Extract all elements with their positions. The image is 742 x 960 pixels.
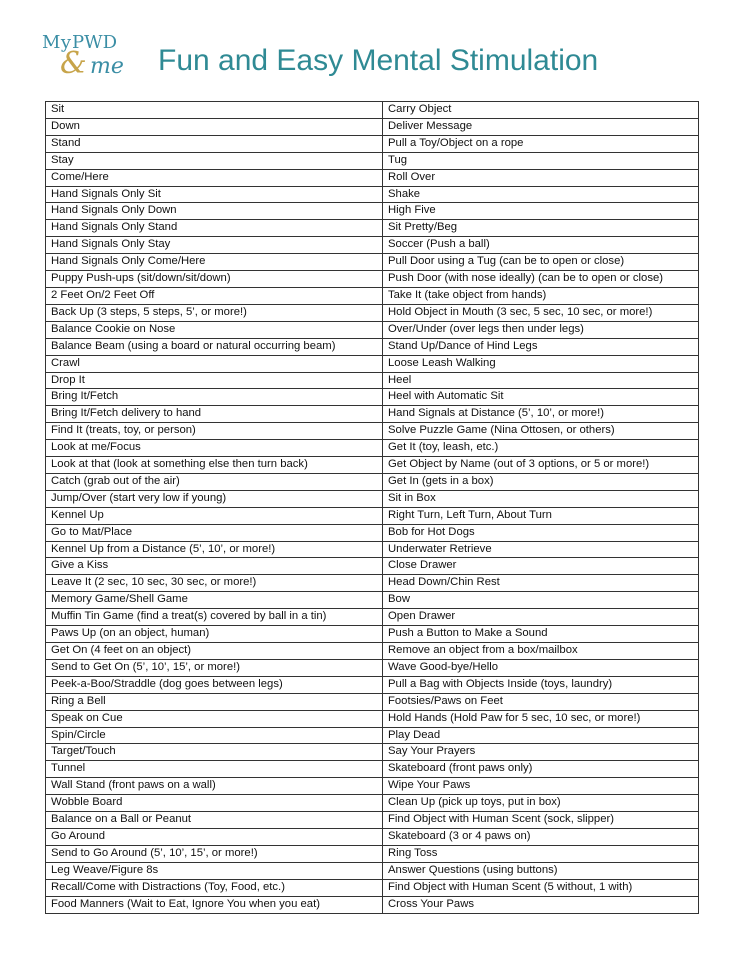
activity-cell-left: Send to Get On (5’, 10’, 15’, or more!) [46, 659, 383, 676]
activity-cell-right: Get It (toy, leash, etc.) [383, 440, 699, 457]
activity-cell-left: Peek-a-Boo/Straddle (dog goes between legs) [46, 676, 383, 693]
activity-cell-left: 2 Feet On/2 Feet Off [46, 287, 383, 304]
activity-cell-right: Play Dead [383, 727, 699, 744]
activity-cell-right: Deliver Message [383, 118, 699, 135]
activity-cell-right: Sit Pretty/Beg [383, 220, 699, 237]
table-row [46, 541, 699, 558]
activity-cell-left: Send to Go Around (5’, 10’, 15’, or more!) [46, 845, 383, 862]
activity-cell-right: Bob for Hot Dogs [383, 524, 699, 541]
table-row [46, 440, 699, 457]
activity-cell-right: Get Object by Name (out of 3 options, or 5 or more!) [383, 457, 699, 474]
table-row [46, 423, 699, 440]
table-row [46, 237, 699, 254]
activity-cell-left: Jump/Over (start very low if young) [46, 490, 383, 507]
activity-cell-left: Go Around [46, 828, 383, 845]
activity-cell-left: Food Manners (Wait to Eat, Ignore You when you eat) [46, 896, 383, 913]
activity-cell-right: Carry Object [383, 102, 699, 119]
activity-cell-right: Open Drawer [383, 609, 699, 626]
activity-cell-right: Footsies/Paws on Feet [383, 693, 699, 710]
activity-cell-right: Get In (gets in a box) [383, 473, 699, 490]
activity-cell-right: Close Drawer [383, 558, 699, 575]
table-row [46, 862, 699, 879]
activity-cell-right: Wipe Your Paws [383, 778, 699, 795]
activity-cell-left: Memory Game/Shell Game [46, 592, 383, 609]
activity-cell-left: Down [46, 118, 383, 135]
activity-cell-left: Sit [46, 102, 383, 119]
activity-cell-left: Puppy Push-ups (sit/down/sit/down) [46, 271, 383, 288]
activity-cell-left: Kennel Up from a Distance (5’, 10’, or more!) [46, 541, 383, 558]
table-row [46, 304, 699, 321]
table-row [46, 778, 699, 795]
activity-cell-right: Find Object with Human Scent (sock, slipper) [383, 812, 699, 829]
activity-cell-right: Skateboard (3 or 4 paws on) [383, 828, 699, 845]
table-row [46, 879, 699, 896]
table-row [46, 338, 699, 355]
table-row [46, 372, 699, 389]
activity-cell-left: Crawl [46, 355, 383, 372]
table-row [46, 355, 699, 372]
table-row [46, 473, 699, 490]
activity-cell-left: Stand [46, 135, 383, 152]
activity-cell-left: Wobble Board [46, 795, 383, 812]
activity-cell-right: Say Your Prayers [383, 744, 699, 761]
table-row [46, 592, 699, 609]
page-title: Fun and Easy Mental Stimulation [158, 44, 599, 77]
activity-cell-right: Head Down/Chin Rest [383, 575, 699, 592]
activity-cell-right: Solve Puzzle Game (Nina Ottosen, or others) [383, 423, 699, 440]
activity-cell-left: Kennel Up [46, 507, 383, 524]
activity-cell-right: Push Door (with nose ideally) (can be to open or close) [383, 271, 699, 288]
activity-cell-left: Come/Here [46, 169, 383, 186]
table-row [46, 659, 699, 676]
activity-cell-left: Bring It/Fetch [46, 389, 383, 406]
table-row [46, 761, 699, 778]
activity-cell-left: Balance Beam (using a board or natural occurring beam) [46, 338, 383, 355]
activity-cell-right: Right Turn, Left Turn, About Turn [383, 507, 699, 524]
activity-cell-left: Stay [46, 152, 383, 169]
table-row [46, 845, 699, 862]
activity-cell-right: Wave Good-bye/Hello [383, 659, 699, 676]
logo-my-text: My [42, 32, 72, 53]
table-row [46, 406, 699, 423]
activity-cell-right: Underwater Retrieve [383, 541, 699, 558]
table-row [46, 389, 699, 406]
table-row [46, 626, 699, 643]
table-row [46, 102, 699, 119]
activity-cell-left: Leg Weave/Figure 8s [46, 862, 383, 879]
table-row [46, 744, 699, 761]
activity-cell-right: Find Object with Human Scent (5 without, 1 with) [383, 879, 699, 896]
table-row [46, 795, 699, 812]
table-row [46, 609, 699, 626]
activity-cell-left: Muffin Tin Game (find a treat(s) covered by ball in a tin) [46, 609, 383, 626]
activity-cell-right: Cross Your Paws [383, 896, 699, 913]
table-row [46, 812, 699, 829]
activity-cell-right: High Five [383, 203, 699, 220]
activity-cell-right: Hold Object in Mouth (3 sec, 5 sec, 10 sec, or more!) [383, 304, 699, 321]
page-header [40, 30, 700, 90]
table-row [46, 254, 699, 271]
activity-cell-right: Tug [383, 152, 699, 169]
table-row [46, 118, 699, 135]
activity-cell-left: Give a Kiss [46, 558, 383, 575]
table-row [46, 457, 699, 474]
activity-cell-right: Pull a Toy/Object on a rope [383, 135, 699, 152]
logo-ampersand: & [60, 46, 87, 81]
table-row [46, 558, 699, 575]
table-row [46, 287, 699, 304]
table-row [46, 828, 699, 845]
activity-cell-right: Sit in Box [383, 490, 699, 507]
activity-cell-left: Bring It/Fetch delivery to hand [46, 406, 383, 423]
table-row [46, 676, 699, 693]
table-row [46, 321, 699, 338]
activity-cell-left: Balance Cookie on Nose [46, 321, 383, 338]
table-row [46, 727, 699, 744]
activity-cell-left: Hand Signals Only Down [46, 203, 383, 220]
table-row [46, 152, 699, 169]
table-row [46, 575, 699, 592]
activity-cell-right: Answer Questions (using buttons) [383, 862, 699, 879]
activity-cell-right: Take It (take object from hands) [383, 287, 699, 304]
activity-cell-right: Heel [383, 372, 699, 389]
activities-table [45, 101, 699, 914]
table-row [46, 169, 699, 186]
activity-cell-right: Stand Up/Dance of Hind Legs [383, 338, 699, 355]
table-row [46, 135, 699, 152]
activity-cell-left: Drop It [46, 372, 383, 389]
activity-cell-right: Shake [383, 186, 699, 203]
activity-cell-right: Bow [383, 592, 699, 609]
activity-cell-right: Hold Hands (Hold Paw for 5 sec, 10 sec, or more!) [383, 710, 699, 727]
table-row [46, 490, 699, 507]
activity-cell-right: Push a Button to Make a Sound [383, 626, 699, 643]
activity-cell-left: Target/Touch [46, 744, 383, 761]
activity-cell-right: Hand Signals at Distance (5’, 10’, or more!) [383, 406, 699, 423]
activity-cell-left: Look at me/Focus [46, 440, 383, 457]
table-row [46, 220, 699, 237]
activity-cell-right: Soccer (Push a ball) [383, 237, 699, 254]
activity-cell-left: Recall/Come with Distractions (Toy, Food, etc.) [46, 879, 383, 896]
table-row [46, 710, 699, 727]
table-row [46, 896, 699, 913]
activity-cell-left: Spin/Circle [46, 727, 383, 744]
activities-table-body [46, 102, 699, 914]
activity-cell-left: Find It (treats, toy, or person) [46, 423, 383, 440]
activity-cell-right: Pull Door using a Tug (can be to open or close) [383, 254, 699, 271]
activity-cell-right: Ring Toss [383, 845, 699, 862]
table-row [46, 203, 699, 220]
activity-cell-right: Loose Leash Walking [383, 355, 699, 372]
table-row [46, 643, 699, 660]
table-row [46, 507, 699, 524]
activity-cell-left: Speak on Cue [46, 710, 383, 727]
activity-cell-left: Tunnel [46, 761, 383, 778]
activity-cell-left: Back Up (3 steps, 5 steps, 5’, or more!) [46, 304, 383, 321]
activity-cell-right: Skateboard (front paws only) [383, 761, 699, 778]
activity-cell-left: Hand Signals Only Come/Here [46, 254, 383, 271]
activity-cell-left: Catch (grab out of the air) [46, 473, 383, 490]
activity-cell-right: Heel with Automatic Sit [383, 389, 699, 406]
activity-cell-left: Ring a Bell [46, 693, 383, 710]
activity-cell-right: Over/Under (over legs then under legs) [383, 321, 699, 338]
activity-cell-right: Clean Up (pick up toys, put in box) [383, 795, 699, 812]
table-row [46, 693, 699, 710]
table-row [46, 524, 699, 541]
logo-pwd-text: PWD [72, 32, 118, 53]
activity-cell-left: Leave It (2 sec, 10 sec, 30 sec, or more!) [46, 575, 383, 592]
activity-cell-left: Paws Up (on an object, human) [46, 626, 383, 643]
logo-me-text: me [90, 54, 124, 79]
activity-cell-left: Hand Signals Only Stay [46, 237, 383, 254]
my-pwd-and-me-logo [40, 30, 145, 86]
activity-cell-left: Hand Signals Only Sit [46, 186, 383, 203]
activity-cell-left: Go to Mat/Place [46, 524, 383, 541]
activity-cell-right: Remove an object from a box/mailbox [383, 643, 699, 660]
activity-cell-right: Pull a Bag with Objects Inside (toys, laundry) [383, 676, 699, 693]
activity-cell-left: Hand Signals Only Stand [46, 220, 383, 237]
table-row [46, 186, 699, 203]
activity-cell-right: Roll Over [383, 169, 699, 186]
activity-cell-left: Look at that (look at something else then turn back) [46, 457, 383, 474]
activity-cell-left: Balance on a Ball or Peanut [46, 812, 383, 829]
activity-cell-left: Get On (4 feet on an object) [46, 643, 383, 660]
activity-cell-left: Wall Stand (front paws on a wall) [46, 778, 383, 795]
table-row [46, 271, 699, 288]
